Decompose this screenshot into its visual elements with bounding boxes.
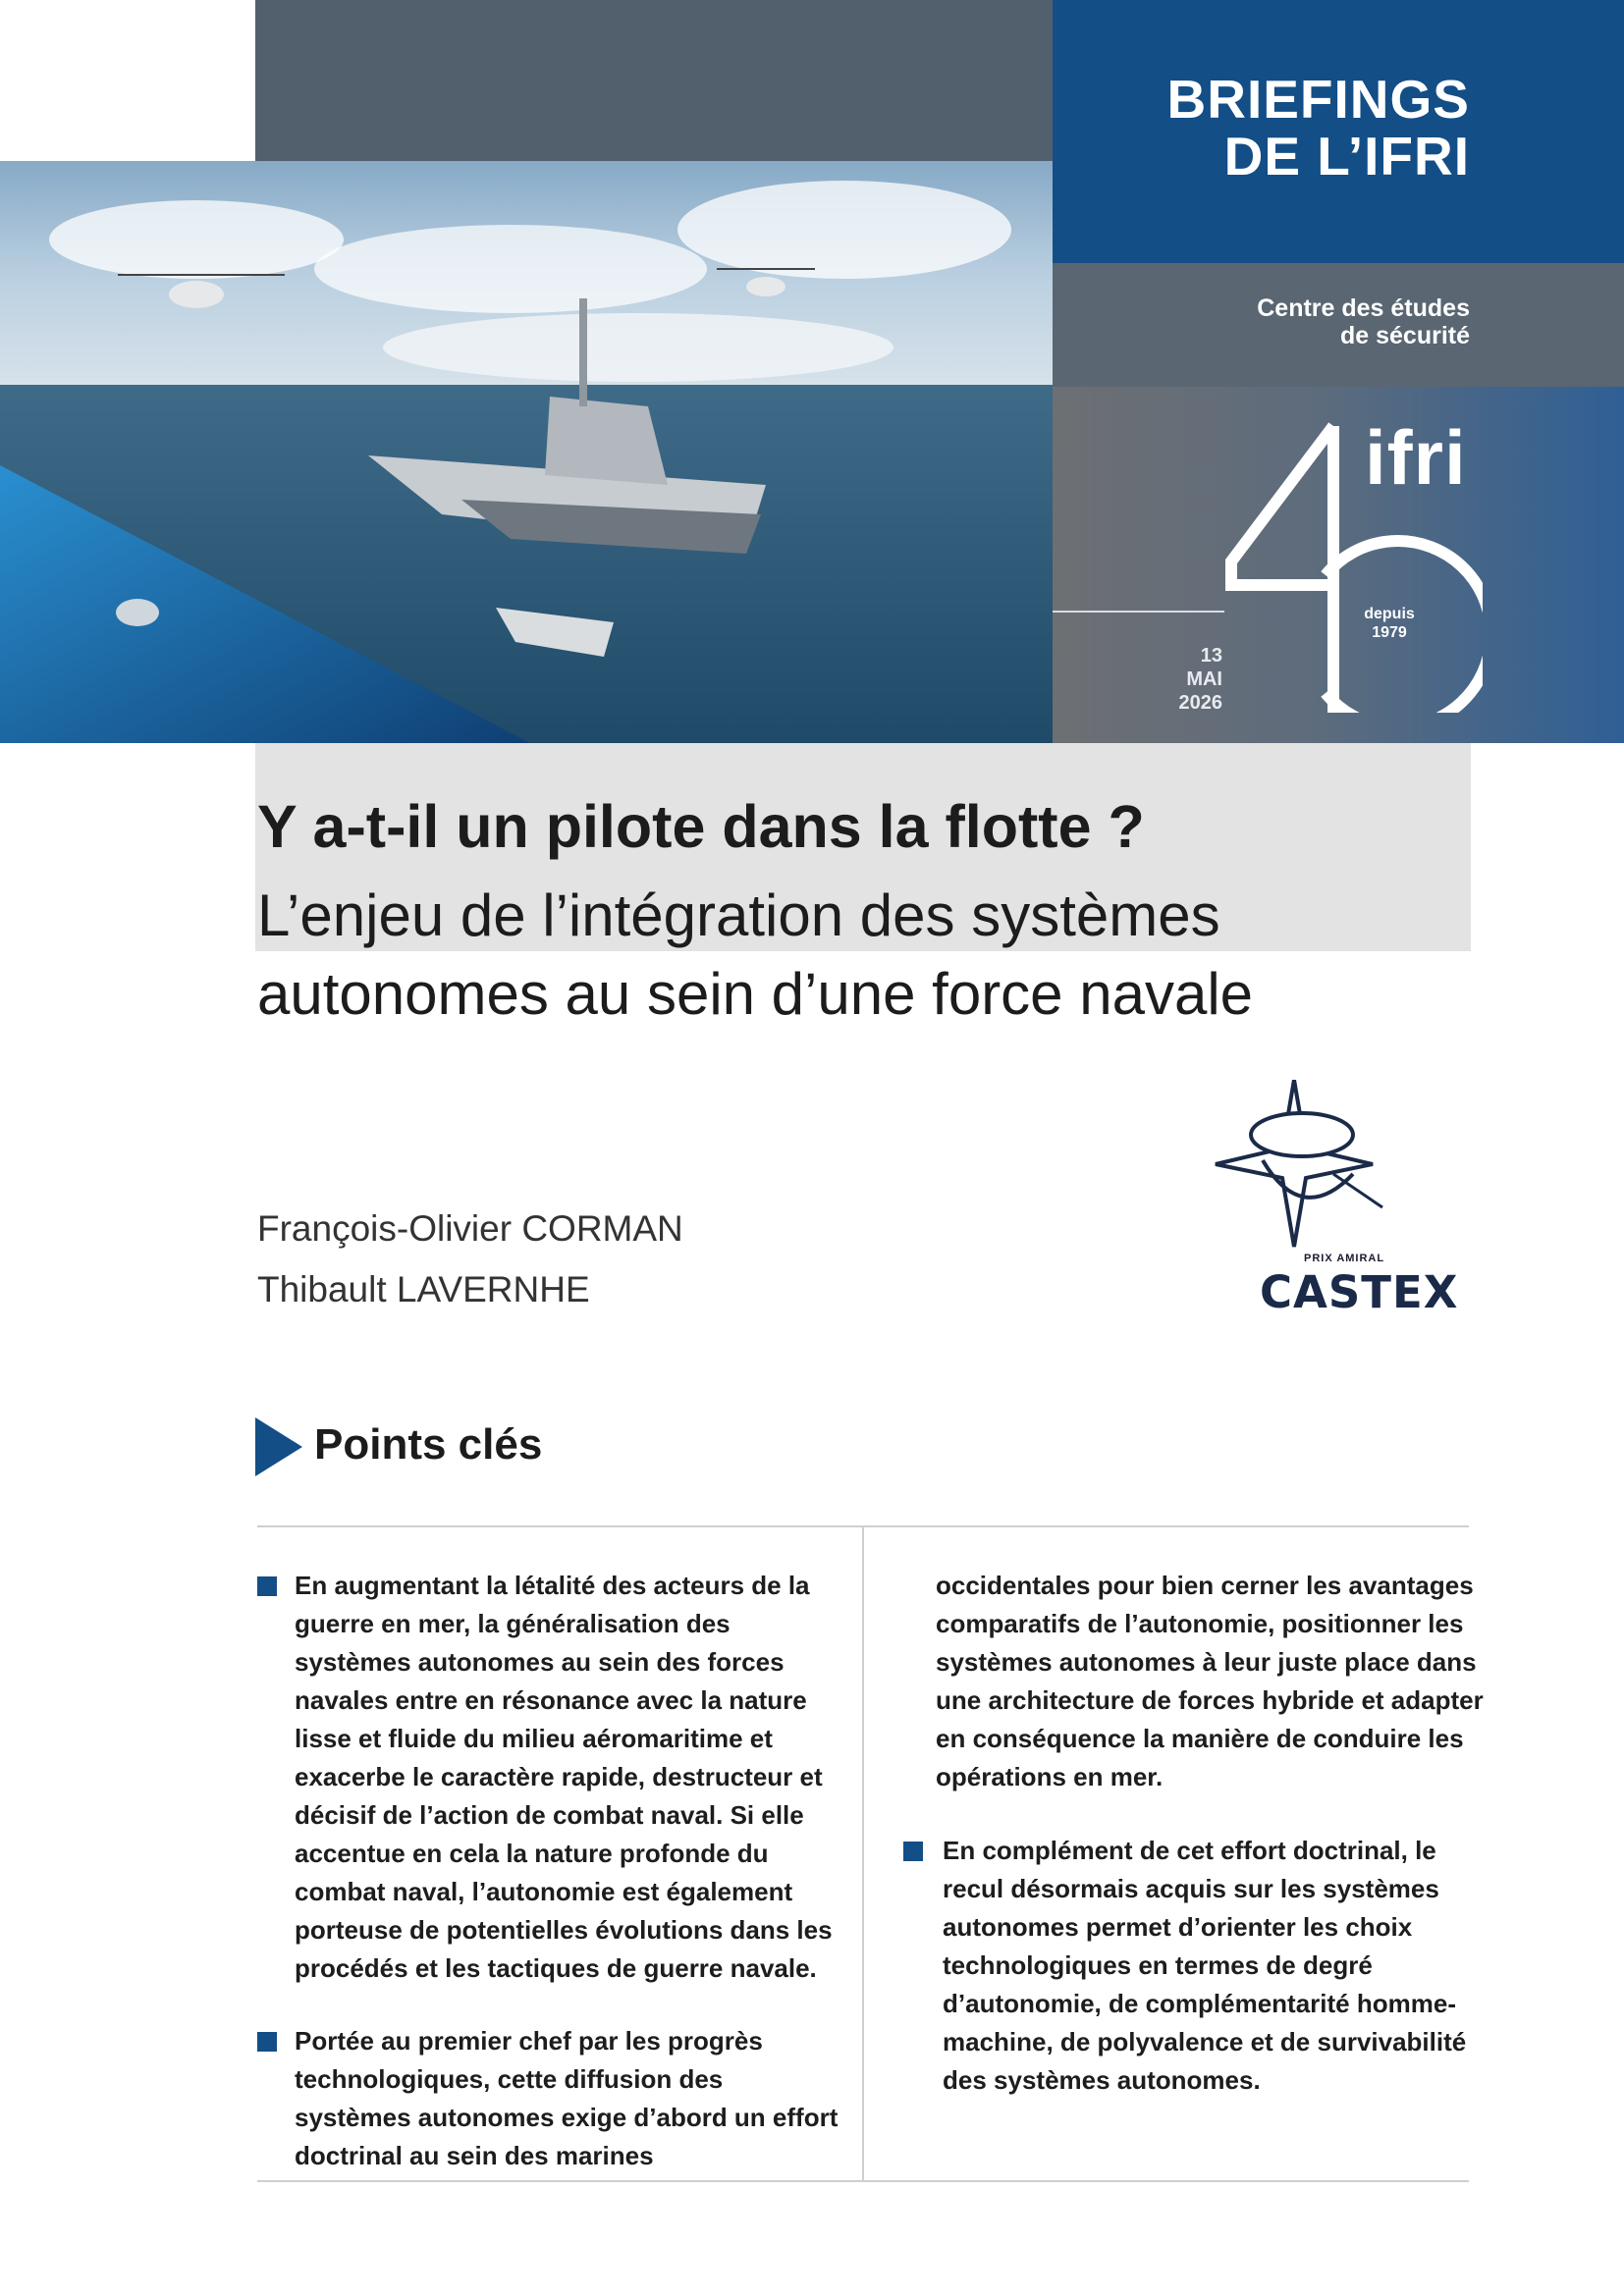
key-point-paragraph: Portée au premier chef par les progrès technologiques, cette diffusion des systèmes autonomes exige d’abord un effort doctrinal au sein des marines	[295, 2026, 839, 2170]
since-label	[1359, 605, 1420, 642]
centre-name-line1: Centre des études	[1257, 294, 1470, 322]
divider-bottom	[257, 2180, 1469, 2182]
award-small-label: PRIX AMIRAL	[1304, 1253, 1385, 1264]
author-name: François-Olivier CORMAN	[257, 1208, 683, 1249]
bullet-square-icon	[257, 2032, 277, 2052]
cover-image	[0, 161, 1053, 743]
subtitle-line1: L’enjeu de l’intégration des systèmes	[257, 882, 1220, 948]
bullet-square-icon	[903, 1842, 923, 1861]
date-day: 13	[1200, 645, 1222, 667]
series-title-line1: BRIEFINGS	[1166, 69, 1470, 130]
play-arrow-icon	[255, 1417, 302, 1476]
subtitle-line2: autonomes au sein d’une force navale	[257, 961, 1254, 1027]
column-divider	[862, 1525, 864, 2180]
since-label-line1: depuis	[1364, 606, 1415, 622]
series-title-line2: DE L’IFRI	[1223, 126, 1470, 187]
castex-award-emblem-icon	[1196, 1080, 1471, 1256]
key-point-paragraph: En augmentant la létalité des acteurs de la guerre en mer, la généralisation des systèmes autonomes au sein des forces navales entre en résonance avec la nature lisse et fluide du milieu aéromaritime et exacerbe le caractère rapide, destructeur et décisif de l’action de combat naval. Si elle accentue en cela la nature profonde du combat naval, l’autonomie est également porteuse de potentielles évolutions dans les procédés et les tactiques de guerre navale.	[295, 1571, 833, 1983]
key-point-paragraph-continued: occidentales pour bien cerner les avantages comparatifs de l’autonomie, positionner les systèmes autonomes à leur juste place dans une architecture de forces hybride et adapter en conséquence la manière de conduire les opérations en mer.	[936, 1571, 1484, 1791]
key-points-heading: Points clés	[314, 1420, 543, 1468]
series-title	[1167, 71, 1470, 185]
bullet-square-icon	[257, 1576, 277, 1596]
key-point-paragraph: En complément de cet effort doctrinal, le recul désormais acquis sur les systèmes autonomes permet d’orienter les choix technologiques en termes de degré d’autonomie, de complémentarité homme-machine, de polyvalence et de survivabilité des systèmes autonomes.	[943, 1836, 1467, 2095]
award-name: CASTEX	[1260, 1266, 1459, 1318]
centre-name	[1156, 294, 1470, 349]
naval-fleet-illustration	[0, 161, 1053, 743]
header-slate-band	[255, 0, 1053, 161]
date-month: MAI	[1186, 668, 1222, 690]
date-rule	[1053, 611, 1224, 613]
centre-name-line2: de sécurité	[1339, 322, 1470, 349]
author-name: Thibault LAVERNHE	[257, 1269, 590, 1309]
date-year: 2026	[1178, 692, 1222, 714]
ifri-wordmark: ifri	[1365, 414, 1467, 501]
since-year: 1979	[1372, 624, 1407, 641]
page-title: Y a-t-il un pilote dans la flotte ?	[257, 793, 1145, 860]
page-subtitle	[257, 877, 1494, 1034]
